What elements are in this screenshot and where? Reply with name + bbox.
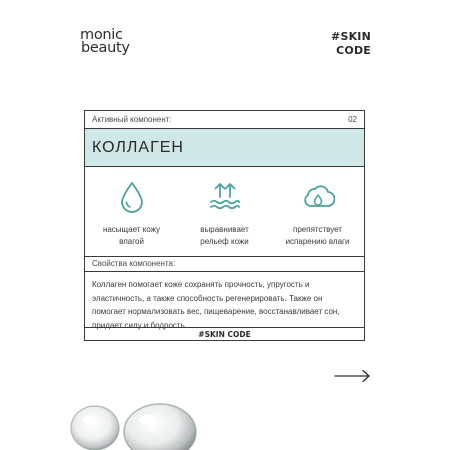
card-footer-tag: #SKIN CODE: [85, 327, 364, 341]
brand-line-1: monic: [80, 27, 123, 43]
feature-label-line: выравнивает: [200, 225, 249, 234]
feature-item: [271, 167, 364, 256]
water-droplets-image: [60, 400, 240, 450]
brand-line-2: beauty: [81, 40, 130, 56]
component-card: [84, 110, 365, 341]
feature-label-line: насыщает кожу: [102, 225, 161, 234]
tag-line-2: CODE: [336, 44, 371, 57]
component-title: КОЛЛАГЕН: [85, 128, 364, 167]
feature-label-line: испарению влаги: [285, 237, 350, 246]
card-header-label: Активный компонент:: [92, 115, 172, 124]
feature-label: [286, 224, 350, 248]
brand-logo: [80, 29, 130, 55]
feature-label: [103, 224, 160, 248]
features-row: [85, 167, 364, 257]
arrow-right-icon[interactable]: [334, 369, 371, 383]
card-header: [85, 111, 364, 128]
tag-line-1: #SKIN: [331, 30, 371, 43]
properties-label: Свойства компонента:: [85, 257, 364, 272]
properties-text: Коллаген помогает коже сохранять прочность, упругость и эластичность, а также способность регенерировать. Также он помогает нормализовать вес, пищеварение, восстанавливает сон, придает силу и бодрость.: [92, 280, 340, 330]
water-drop-icon: [115, 180, 149, 214]
feature-label-line: рельеф кожи: [200, 237, 249, 246]
card-number: 02: [348, 115, 357, 124]
feature-label-line: препятствует: [293, 225, 342, 234]
cloud-drop-icon: [301, 180, 335, 214]
arrows-over-waves-icon: [208, 180, 242, 214]
feature-label-line: влагой: [119, 237, 144, 246]
feature-label: [200, 224, 249, 248]
skin-code-tag: [331, 30, 371, 58]
feature-item: [178, 167, 271, 256]
feature-item: [85, 167, 178, 256]
